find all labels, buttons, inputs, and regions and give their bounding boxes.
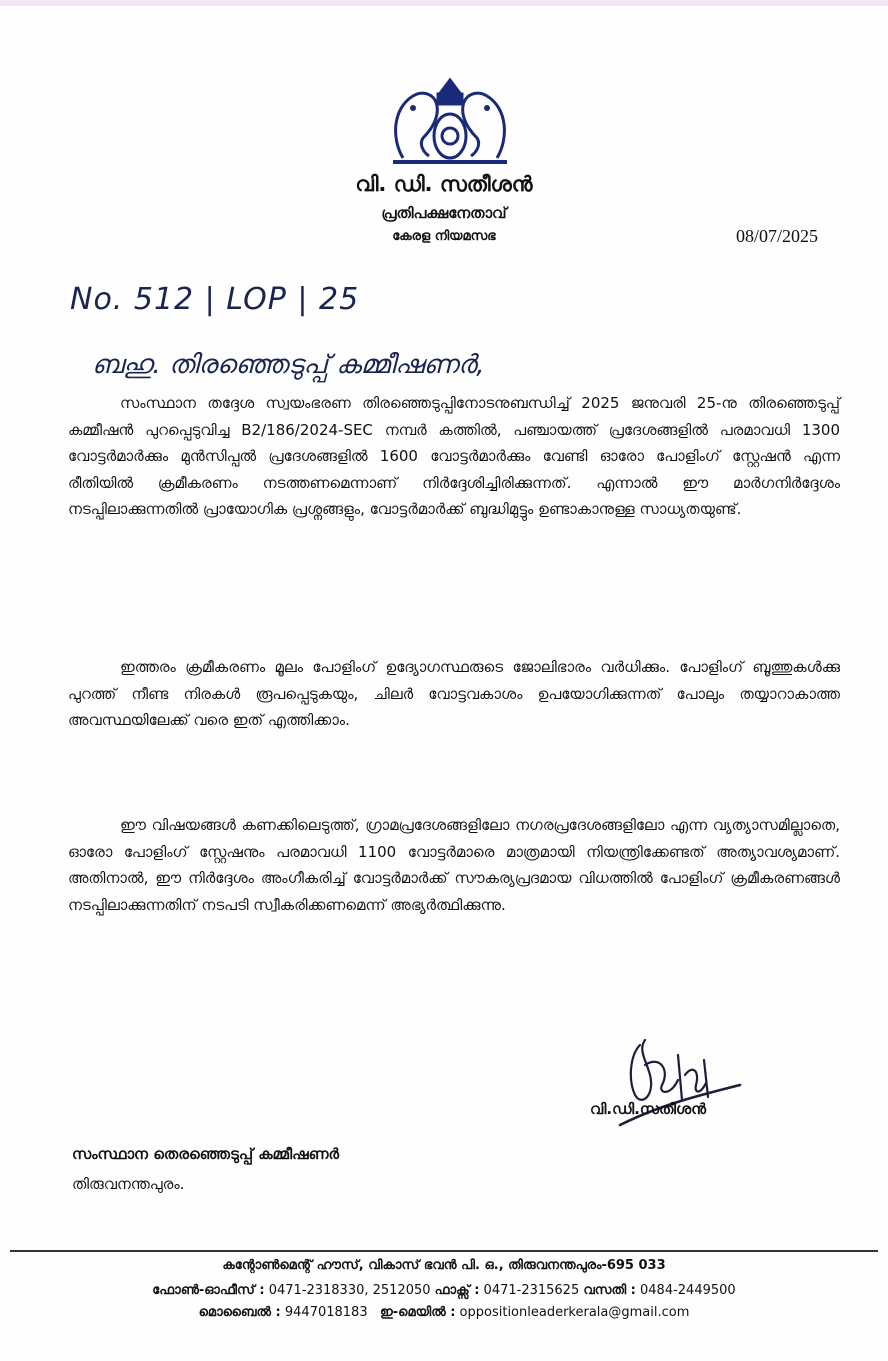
recipient-title: സംസ്ഥാന തെരഞ്ഞെടുപ്പ് കമ്മീഷണർ [72, 1145, 340, 1163]
footer-address: കന്റോൺമെന്റ് ഹൗസ്, വികാസ് ഭവൻ പി. ഒ., തിരുവനന്തപുരം-695 033 [222, 1258, 666, 1273]
email-label: ഇ-മെയിൽ : [380, 1305, 456, 1320]
footer-contacts [0, 1305, 888, 1320]
letter-date: 08/07/2025 [736, 226, 819, 246]
phone-office-label: ഫോൺ-ഓഫീസ് : [152, 1283, 265, 1298]
fax-label: ഫാക്സ് : [434, 1283, 480, 1298]
fax-value: 0471-2315625 [483, 1283, 580, 1298]
paragraph-3: ഈ വിഷയങ്ങൾ കണക്കിലെടുത്ത്, ഗ്രാമപ്രദേശങ്ങളിലോ നഗരപ്രദേശങ്ങളിലോ എന്ന വ്യത്യാസമില്ലാതെ, ഓരോ പോളിംഗ് സ്റ്റേഷനും പരമാവധി 1100 വോട്ടർമാരെ മാത്രമായി നിയന്ത്രിക്കേണ്ടത് അത്യാവശ്യമാണ്. അതിനാൽ, ഈ നിർദ്ദേശം അംഗീകരിച്ച് വോട്ടർമാർക്ക് സൗകര്യപ്രദമായ വിധത്തിൽ പോളിംഗ് ക്രമീകരണങ്ങൾ നടപ്പിലാക്കുന്നതിന് നടപടി സ്വീകരിക്കണമെന്ന് അഭ്യർത്ഥിക്കുന്നു. [68, 816, 840, 914]
reference-number: No. 512 | LOP | 25 [70, 282, 360, 317]
sender-organization: കേരള നിയമസഭ [392, 229, 496, 244]
paragraph-2: ഇത്തരം ക്രമീകരണം മൂലം പോളിംഗ് ഉദ്യോഗസ്ഥരുടെ ജോലിഭാരം വർധിക്കും. പോളിംഗ് ബൂത്തുകൾക്കു പുറത്ത് നീണ്ട നിരകൾ രൂപപ്പെടുകയും, ചിലർ വോട്ടവകാശം ഉപയോഗിക്കുന്നത് പോലും തയ്യാറാകാത്ത അവസ്ഥയിലേക്ക് വരെ ഇത് എത്തിക്കാം. [68, 658, 840, 729]
sender-name: വി. ഡി. സതീശൻ [355, 172, 533, 196]
email-value[interactable]: oppositionleaderkerala@gmail.com [459, 1305, 690, 1320]
residence-label: വസതി : [583, 1283, 636, 1298]
salutation: ബഹു. തിരഞ്ഞെടുപ്പ് കമ്മീഷണർ, [92, 350, 485, 380]
footer-phones [0, 1283, 888, 1298]
signatory-name: വി.ഡി.സതീശൻ [590, 1100, 707, 1118]
sender-designation: പ്രതിപക്ഷനേതാവ് [381, 204, 507, 222]
footer-divider [10, 1250, 878, 1252]
paragraph-1: സംസ്ഥാന തദ്ദേശ സ്വയംഭരണ തിരഞ്ഞെടുപ്പിനോടനുബന്ധിച്ച് 2025 ജനുവരി 25-നു തിരഞ്ഞെടുപ്പ് കമ്മീഷൻ പുറപ്പെടുവിച്ച B2/186/2024-SEC നമ്പർ കത്തിൽ, പഞ്ചായത്ത് പ്രദേശങ്ങളിൽ പരമാവധി 1300 വോട്ടർമാർക്കും മുൻസിപ്പൽ പ്രദേശങ്ങളിൽ 1600 വോട്ടർമാർക്കും വേണ്ടി ഓരോ പോളിംഗ് സ്റ്റേഷൻ എന്ന രീതിയിൽ ക്രമീകരണം നടത്തണമെന്നാണ് നിർദ്ദേശിച്ചിരിക്കുന്നത്. എന്നാൽ ഈ മാർഗനിർദ്ദേശം നടപ്പിലാക്കുന്നതിൽ പ്രായോഗിക പ്രശ്നങ്ങളും, വോട്ടർമാർക്ക് ബുദ്ധിമുട്ടും ഉണ്ടാകാനുള്ള സാധ്യതയുണ്ട്. [68, 394, 840, 518]
mobile-label: മൊബൈൽ : [198, 1305, 281, 1320]
kerala-state-emblem-icon [383, 78, 517, 168]
phone-office-value: 0471-2318330, 2512050 [268, 1283, 431, 1298]
recipient-place: തിരുവനന്തപുരം. [72, 1175, 185, 1193]
residence-value: 0484-2449500 [640, 1283, 736, 1298]
mobile-value: 9447018183 [284, 1305, 368, 1320]
